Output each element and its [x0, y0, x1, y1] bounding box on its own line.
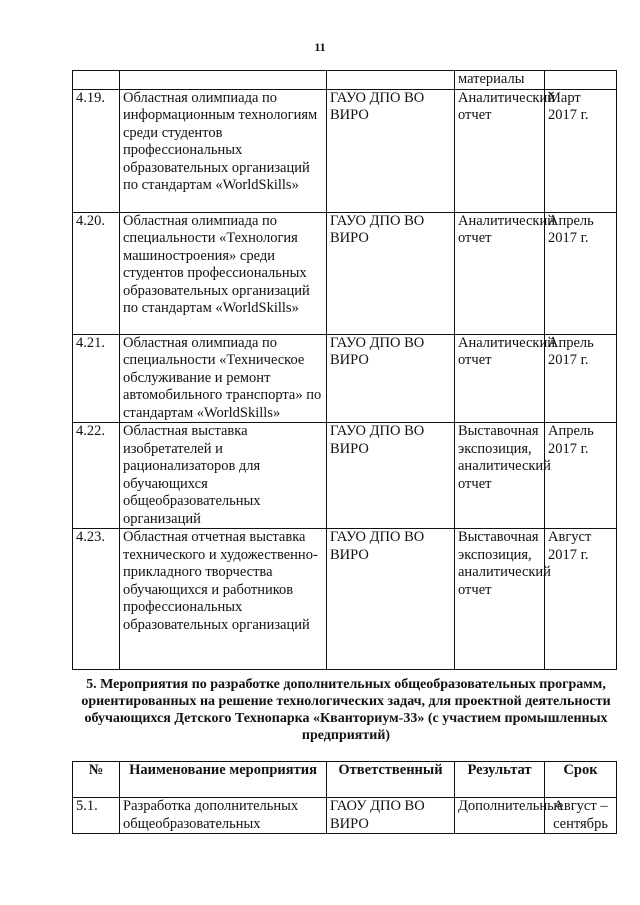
cell-name: [120, 71, 327, 90]
page-number: 11: [314, 40, 326, 54]
cell-result: Аналитический отчет: [455, 212, 545, 334]
section-5-table: [72, 761, 617, 834]
header-result: Результат: [455, 762, 545, 798]
cell-term: [545, 71, 617, 90]
cell-responsible: ГАУО ДПО ВО ВИРО: [327, 89, 455, 212]
cell-name: Областная олимпиада по информационным технологиям среди студентов профессиональных образовательных организаций по стандартам «WorldSkills»: [120, 89, 327, 212]
cell-term: Март 2017 г.: [545, 89, 617, 212]
cell-name: Областная олимпиада по специальности «Технология машиностроения» среди студентов профессиональных образовательных организаций по стандартам «WorldSkills»: [120, 212, 327, 334]
cell-term: Август – сентябрь: [545, 798, 617, 834]
cell-name: Областная олимпиада по специальности «Техническое обслуживание и ремонт автомобильного транспорта» по стандартам «WorldSkills»: [120, 334, 327, 423]
cell-result: Аналитический отчет: [455, 334, 545, 423]
cell-num: [73, 71, 120, 90]
header-responsible: Ответственный: [327, 762, 455, 798]
cell-term: Август 2017 г.: [545, 529, 617, 670]
table-row: [73, 798, 617, 834]
events-table: [72, 70, 617, 670]
cell-result: Дополнительные: [455, 798, 545, 834]
cell-term: Апрель 2017 г.: [545, 423, 617, 529]
table-row: [73, 212, 617, 334]
cell-name: Областная отчетная выставка технического и художественно-прикладного творчества обучающихся и работников профессиональных образовательных организаций: [120, 529, 327, 670]
cell-num: 4.19.: [73, 89, 120, 212]
cell-responsible: ГАОУ ДПО ВО ВИРО: [327, 798, 455, 834]
cell-num: 5.1.: [73, 798, 120, 834]
cell-num: 4.20.: [73, 212, 120, 334]
cell-term: Апрель 2017 г.: [545, 334, 617, 423]
cell-name: Областная выставка изобретателей и рационализаторов для обучающихся общеобразовательных организаций: [120, 423, 327, 529]
header-name: Наименование мероприятия: [120, 762, 327, 798]
table-row: [73, 529, 617, 670]
cell-num: 4.21.: [73, 334, 120, 423]
cell-responsible: ГАУО ДПО ВО ВИРО: [327, 334, 455, 423]
cell-name: Разработка дополнительных общеобразовательных: [120, 798, 327, 834]
cell-responsible: [327, 71, 455, 90]
header-num: №: [73, 762, 120, 798]
header-row: [73, 762, 617, 798]
cell-result: Аналитический отчет: [455, 89, 545, 212]
cell-responsible: ГАУО ДПО ВО ВИРО: [327, 423, 455, 529]
table-row: [73, 71, 617, 90]
cell-responsible: ГАУО ДПО ВО ВИРО: [327, 529, 455, 670]
cell-term: Апрель 2017 г.: [545, 212, 617, 334]
cell-result: материалы: [455, 71, 545, 90]
header-term: Срок: [545, 762, 617, 798]
cell-num: 4.23.: [73, 529, 120, 670]
cell-num: 4.22.: [73, 423, 120, 529]
table-row: [73, 334, 617, 423]
section-5-title: 5. Мероприятия по разработке дополнительных общеобразовательных программ, ориентированных на решение технологических задач, для проектной деятельности обучающихся Детского Технопарка «Кванториум-33» (с участием промышленных предприятий): [81, 677, 611, 743]
cell-result: Выставочная экспозиция, аналитический отчет: [455, 423, 545, 529]
table-row: [73, 89, 617, 212]
cell-responsible: ГАУО ДПО ВО ВИРО: [327, 212, 455, 334]
cell-result: Выставочная экспозиция, аналитический отчет: [455, 529, 545, 670]
table-row: [73, 423, 617, 529]
